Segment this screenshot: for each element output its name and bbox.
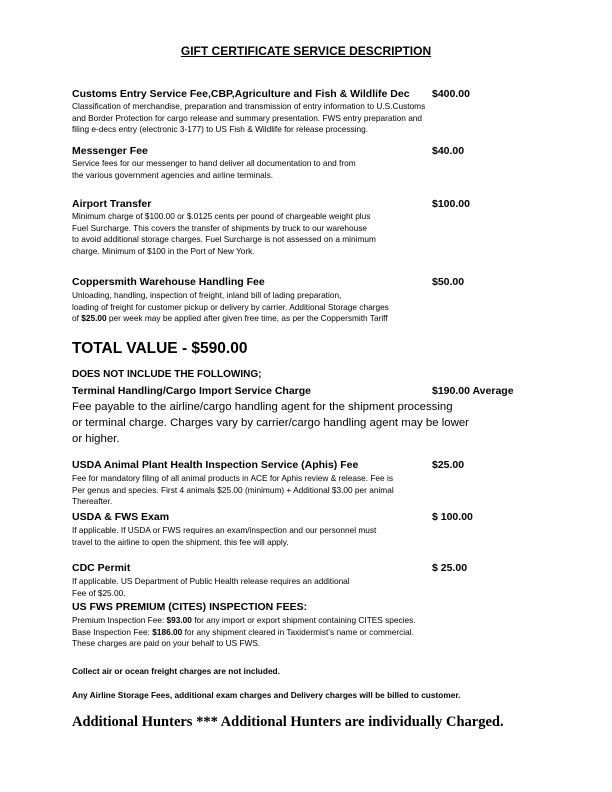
total-value: TOTAL VALUE - $590.00 [72, 340, 248, 357]
footer-additional-hunters: Additional Hunters *** Additional Hunters are individually Charged. [72, 714, 504, 730]
service-customs-name: Customs Entry Service Fee,CBP,Agriculture and Fish & Wildlife Dec [72, 88, 410, 100]
cites-description [72, 615, 416, 650]
description-line: or terminal charge. Charges vary by carrier/cargo handling agent may be lower [72, 417, 469, 429]
service-messenger-description [72, 158, 356, 181]
cites-premium-line: Premium Inspection Fee: $93.00 for any import or export shipment containing CITES species. [72, 615, 416, 625]
cdc-price: $ 25.00 [432, 562, 468, 574]
page-title: GIFT CERTIFICATE SERVICE DESCRIPTION [180, 44, 432, 58]
description-line: to avoid additional storage charges. Fuel Surcharge is not assessed on a minimum [72, 234, 376, 244]
description-line: Fee for mandatory filing of all animal products in ACE for Aphis review & release. Fee is [72, 473, 393, 483]
service-warehouse-name: Coppersmith Warehouse Handling Fee [72, 276, 265, 288]
terminal-price: $190.00 Average [432, 385, 514, 397]
usda-aphis-description [72, 473, 394, 508]
description-line: of $25.00 per week may be applied after given free time, as per the Coppersmith Tariff [72, 313, 388, 323]
description-line: or higher. [72, 433, 120, 445]
terminal-description [72, 399, 469, 447]
service-warehouse-price: $50.00 [432, 276, 465, 288]
usda-fws-description [72, 525, 376, 548]
description-line: Fee payable to the airline/cargo handling agent for the shipment processing [72, 401, 453, 413]
note-freight: Collect air or ocean freight charges are not included. [72, 666, 280, 676]
description-line: If applicable. US Department of Public Health release requires an additional [72, 576, 350, 586]
service-customs-description [72, 101, 425, 136]
not-included-heading: DOES NOT INCLUDE THE FOLLOWING; [72, 369, 262, 380]
cdc-name: CDC Permit [72, 562, 131, 574]
cites-paid-line: These charges are paid on your behalf to US FWS. [72, 638, 261, 648]
description-line: travel to the airline to open the shipment, this fee will apply. [72, 536, 289, 547]
base-fee-amount: $186.00 [152, 626, 183, 637]
usda-aphis-price: $25.00 [432, 459, 465, 471]
description-line: Fuel Surcharge. This covers the transfer of shipments by truck to our warehouse [72, 222, 367, 233]
service-airport-description [72, 211, 376, 257]
service-airport-price: $100.00 [432, 198, 470, 210]
cites-base-line: Base Inspection Fee: $186.00 for any shipment cleared in Taxidermist’s name or commercial. [72, 626, 414, 637]
service-airport-name: Airport Transfer [72, 198, 152, 210]
usda-fws-name: USDA & FWS Exam [72, 511, 170, 523]
service-messenger-name: Messenger Fee [72, 145, 148, 157]
description-line: filing e-decs entry (electronic 3-177) to US Fish & Wildlife for release processing. [72, 124, 369, 134]
description-line: Minimum charge of $100.00 or $.0125 cents per pound of chargeable weight plus [72, 211, 371, 221]
description-line: Service fees for our messenger to hand deliver all documentation to and from [72, 158, 356, 168]
description-line: and Border Protection for cargo release and summary presentation. FWS entry preparation and [72, 112, 423, 123]
description-line: Fee of $25.00. [72, 587, 126, 598]
storage-charge-amount: $25.00 [81, 313, 107, 323]
description-line: Unloading, handling, inspection of freight, inland bill of lading preparation, [72, 290, 342, 300]
cdc-description [72, 576, 350, 599]
note-storage: Any Airline Storage Fees, additional exam charges and Delivery charges will be billed to customer. [72, 690, 461, 700]
description-line: If applicable. If USDA or FWS requires an exam/inspection and our personnel must [72, 525, 377, 535]
description-line: loading of freight for customer pickup or delivery by carrier. Additional Storage charges [72, 301, 389, 312]
service-messenger-price: $40.00 [432, 145, 465, 157]
usda-fws-price: $ 100.00 [432, 511, 473, 523]
premium-fee-amount: $93.00 [166, 615, 192, 625]
cites-heading: US FWS PREMIUM (CITES) INSPECTION FEES: [72, 601, 308, 613]
description-line: the various government agencies and airline terminals. [72, 169, 274, 180]
description-line: Classification of merchandise, preparation and transmission of entry information to U.S.Customs [72, 101, 426, 111]
service-customs-price: $400.00 [432, 88, 470, 100]
description-line: Per genus and species. First 4 animals $25.00 (minimum) + Additional $3.00 per animal [72, 484, 394, 495]
terminal-name: Terminal Handling/Cargo Import Service Charge [72, 385, 312, 397]
description-line: charge. Minimum of $100 in the Port of New York. [72, 245, 255, 256]
service-warehouse-description [72, 290, 389, 325]
usda-aphis-name: USDA Animal Plant Health Inspection Service (Aphis) Fee [72, 459, 359, 471]
description-line: Thereafter. [72, 496, 113, 506]
